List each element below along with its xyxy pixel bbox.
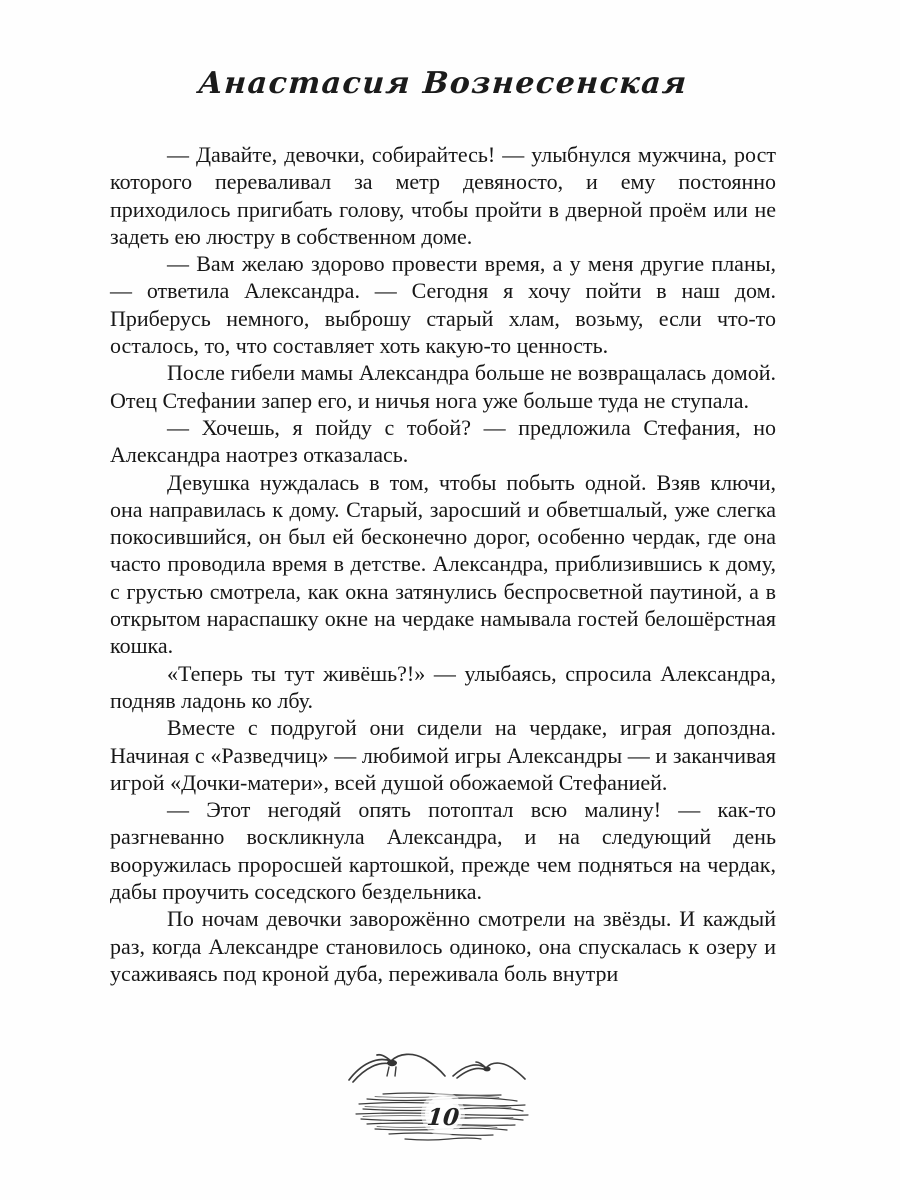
paragraph: Вместе с подругой они сидели на чердаке, играя допоздна. Начиная с «Разведчиц» — любимой игры Александры — и заканчивая игрой «Дочки-матери», всей душой обожаемой Стефанией.	[110, 715, 776, 795]
paragraph: «Теперь ты тут живёшь?!» — улыбаясь, спросила Александра, подняв ладонь ко лбу.	[110, 660, 776, 713]
footer-vignette	[341, 1050, 545, 1146]
running-header-author: Анастасия Вознесенская	[197, 66, 689, 101]
paragraph: — Этот негодяй опять потоптал всю малину! — как-то разгневанно воскликнула Александра, и на следующий день вооружилась проросшей картошкой, прежде чем подняться на чердак, дабы проучить соседского бездельника.	[110, 797, 776, 905]
page-text-block	[110, 141, 776, 987]
paragraph: После гибели мамы Александра больше не возвращалась домой. Отец Стефании запер его, и ничья нога уже больше туда не ступала.	[110, 360, 776, 413]
page-number: 10	[425, 1104, 461, 1131]
paragraph: — Давайте, девочки, собирайтесь! — улыбнулся мужчина, рост которого переваливал за метр девяносто, и ему постоянно приходилось пригибать голову, чтобы пройти в дверной проём или не задеть ею люстру в собственном доме.	[110, 142, 776, 249]
paragraph: — Вам желаю здорово провести время, а у меня другие планы, — ответила Александра. — Сегодня я хочу пойти в наш дом. Приберусь немного, выброшу старый хлам, возьму, если что-то осталось, то, что составляет хоть какую-то ценность.	[110, 251, 776, 359]
paragraph: Девушка нуждалась в том, чтобы побыть одной. Взяв ключи, она направилась к дому. Старый, заросший и обветшалый, уже слегка покосившийся, он был ей бесконечно дорог, особенно чердак, где она часто проводила время в детстве. Александра, приблизившись к дому, с грустью смотрела, как окна затянулись беспросветной паутиной, а в открытом нараспашку окне на чердаке намывала гостей белошёрстная кошка.	[110, 469, 776, 659]
seagulls-over-water-icon	[341, 1050, 545, 1146]
paragraph: По ночам девочки заворожённо смотрели на звёзды. И каждый раз, когда Александре становилось одиноко, она спускалась к озеру и усаживаясь под кроной дуба, переживала боль внутри	[110, 906, 776, 986]
paragraph: — Хочешь, я пойду с тобой? — предложила Стефания, но Александра наотрез отказалась.	[110, 414, 776, 468]
